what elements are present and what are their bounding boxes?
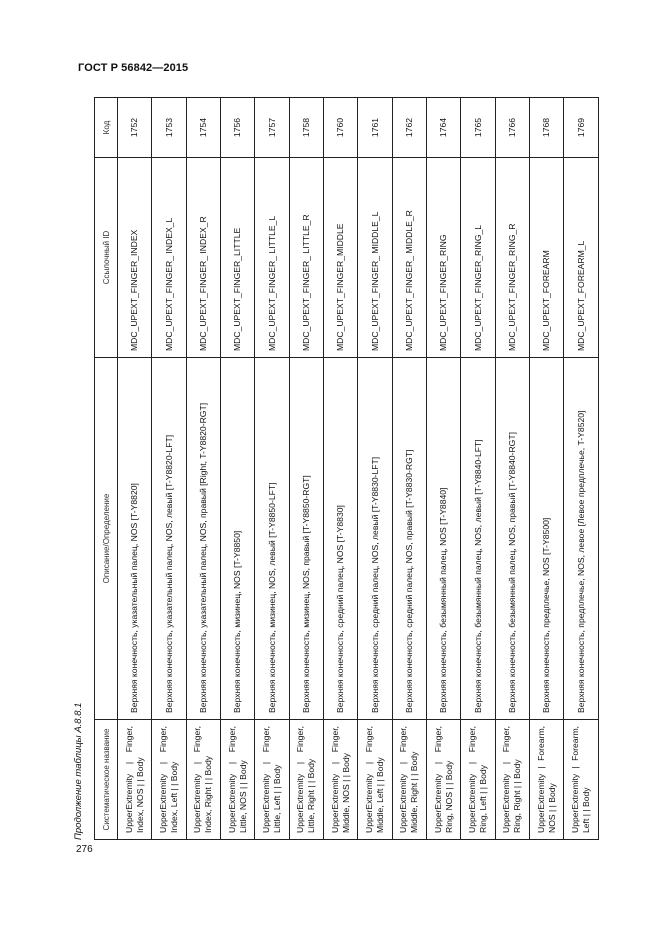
column-header-systematic-name: Систематическое название bbox=[95, 720, 118, 840]
cell-reference-id: MDC_UPEXT_FINGER_ LITTLE_L bbox=[255, 158, 289, 358]
table-row bbox=[186, 98, 220, 840]
table-row bbox=[427, 98, 461, 840]
table-body bbox=[118, 98, 599, 840]
table-row bbox=[118, 98, 152, 840]
document-standard-id: ГОСТ Р 56842—2015 bbox=[78, 62, 189, 74]
cell-code: 1766 bbox=[495, 98, 529, 158]
table-row bbox=[221, 98, 255, 840]
cell-description: Верхняя конечность, указательный палец, NOS, правый [Right, T-Y8820-RGT] bbox=[186, 358, 220, 720]
cell-reference-id: MDC_UPEXT_FINGER_ MIDDLE_L bbox=[358, 158, 392, 358]
cell-systematic-name: UpperExtremity | Finger, Ring, Left | | Body bbox=[461, 720, 495, 840]
table-container bbox=[94, 98, 599, 840]
cell-description: Верхняя конечность, средний палец, NOS, правый [T-Y8830-RGT] bbox=[392, 358, 426, 720]
cell-systematic-name: UpperExtremity | Finger, Middle, Left | | Body bbox=[358, 720, 392, 840]
cell-systematic-name: UpperExtremity | Finger, Index, NOS | | Body bbox=[118, 720, 152, 840]
cell-systematic-name: UpperExtremity | Finger, Little, NOS | | Body bbox=[221, 720, 255, 840]
cell-code: 1769 bbox=[564, 98, 599, 158]
cell-systematic-name: UpperExtremity | Forearm, Left | | Body bbox=[564, 720, 599, 840]
cell-description: Верхняя конечность, предплечье, NOS, левое [Левое предплечье, T-Y8520] bbox=[564, 358, 599, 720]
cell-code: 1765 bbox=[461, 98, 495, 158]
rotated-table-frame bbox=[94, 98, 599, 840]
cell-description: Верхняя конечность, безымянный палец, NOS, правый [T-Y8840-RGT] bbox=[495, 358, 529, 720]
cell-reference-id: MDC_UPEXT_FOREARM bbox=[530, 158, 564, 358]
column-header-reference-id: Ссылочный ID bbox=[95, 158, 118, 358]
caption-container bbox=[70, 98, 88, 840]
cell-systematic-name: UpperExtremity | Finger, Little, Right | | Body bbox=[289, 720, 323, 840]
cell-description: Верхняя конечность, предплечье, NOS [T-Y8500] bbox=[530, 358, 564, 720]
table-row bbox=[324, 98, 358, 840]
table-row bbox=[564, 98, 599, 840]
cell-code: 1768 bbox=[530, 98, 564, 158]
cell-description: Верхняя конечность, мизинец, NOS, левый [T-Y8850-LFT] bbox=[255, 358, 289, 720]
cell-description: Верхняя конечность, безымянный палец, NOS, левый [T-Y8840-LFT] bbox=[461, 358, 495, 720]
cell-reference-id: MDC_UPEXT_FINGER_RING_L bbox=[461, 158, 495, 358]
cell-description: Верхняя конечность, указательный палец, NOS, левый [T-Y8820-LFT] bbox=[152, 358, 186, 720]
column-header-code: Код bbox=[95, 98, 118, 158]
cell-description: Верхняя конечность, средний палец, NOS, левый [T-Y8830-LFT] bbox=[358, 358, 392, 720]
cell-code: 1761 bbox=[358, 98, 392, 158]
cell-reference-id: MDC_UPEXT_FINGER_ MIDDLE_R bbox=[392, 158, 426, 358]
table-row bbox=[461, 98, 495, 840]
cell-code: 1762 bbox=[392, 98, 426, 158]
cell-description: Верхняя конечность, безымянный палец, NOS [T-Y8840] bbox=[427, 358, 461, 720]
table-row bbox=[530, 98, 564, 840]
cell-systematic-name: UpperExtremity | Finger, Middle, NOS | | Body bbox=[324, 720, 358, 840]
table-header-row bbox=[95, 98, 118, 840]
table-row bbox=[495, 98, 529, 840]
cell-reference-id: MDC_UPEXT_FINGER_LITTLE bbox=[221, 158, 255, 358]
column-header-description: Описание/Определение bbox=[95, 358, 118, 720]
cell-systematic-name: UpperExtremity | Finger, Ring, Right | | Body bbox=[495, 720, 529, 840]
table-row bbox=[152, 98, 186, 840]
codes-table bbox=[94, 97, 599, 840]
cell-code: 1756 bbox=[221, 98, 255, 158]
cell-systematic-name: UpperExtremity | Finger, Index, Left | | Body bbox=[152, 720, 186, 840]
table-row bbox=[392, 98, 426, 840]
cell-reference-id: MDC_UPEXT_FINGER_ INDEX_R bbox=[186, 158, 220, 358]
cell-reference-id: MDC_UPEXT_FINGER_MIDDLE bbox=[324, 158, 358, 358]
cell-systematic-name: UpperExtremity | Finger, Ring, NOS | | Body bbox=[427, 720, 461, 840]
cell-reference-id: MDC_UPEXT_FINGER_ LITTLE_R bbox=[289, 158, 323, 358]
table-row bbox=[289, 98, 323, 840]
cell-code: 1757 bbox=[255, 98, 289, 158]
cell-systematic-name: UpperExtremity | Finger, Little, Left | | Body bbox=[255, 720, 289, 840]
cell-code: 1754 bbox=[186, 98, 220, 158]
cell-description: Верхняя конечность, мизинец, NOS [T-Y8850] bbox=[221, 358, 255, 720]
cell-reference-id: MDC_UPEXT_FOREARM_L bbox=[564, 158, 599, 358]
cell-reference-id: MDC_UPEXT_FINGER_RING_R bbox=[495, 158, 529, 358]
cell-reference-id: MDC_UPEXT_FINGER_ INDEX_L bbox=[152, 158, 186, 358]
cell-reference-id: MDC_UPEXT_FINGER_INDEX bbox=[118, 158, 152, 358]
cell-description: Верхняя конечность, мизинец, NOS, правый [T-Y8850-RGT] bbox=[289, 358, 323, 720]
cell-code: 1753 bbox=[152, 98, 186, 158]
cell-reference-id: MDC_UPEXT_FINGER_RING bbox=[427, 158, 461, 358]
cell-systematic-name: UpperExtremity | Finger, Index, Right | | Body bbox=[186, 720, 220, 840]
table-row bbox=[358, 98, 392, 840]
table-caption: Продолжение таблицы А.8.8.1 bbox=[73, 702, 84, 840]
cell-systematic-name: UpperExtremity | Finger, Middle, Right | | Body bbox=[392, 720, 426, 840]
cell-systematic-name: UpperExtremity | Forearm, NOS | | Body bbox=[530, 720, 564, 840]
table-row bbox=[255, 98, 289, 840]
page-number: 276 bbox=[76, 844, 93, 855]
cell-description: Верхняя конечность, средний палец, NOS [T-Y8830] bbox=[324, 358, 358, 720]
cell-code: 1764 bbox=[427, 98, 461, 158]
cell-description: Верхняя конечность, указательный палец, NOS [T-Y8820] bbox=[118, 358, 152, 720]
cell-code: 1752 bbox=[118, 98, 152, 158]
cell-code: 1758 bbox=[289, 98, 323, 158]
cell-code: 1760 bbox=[324, 98, 358, 158]
